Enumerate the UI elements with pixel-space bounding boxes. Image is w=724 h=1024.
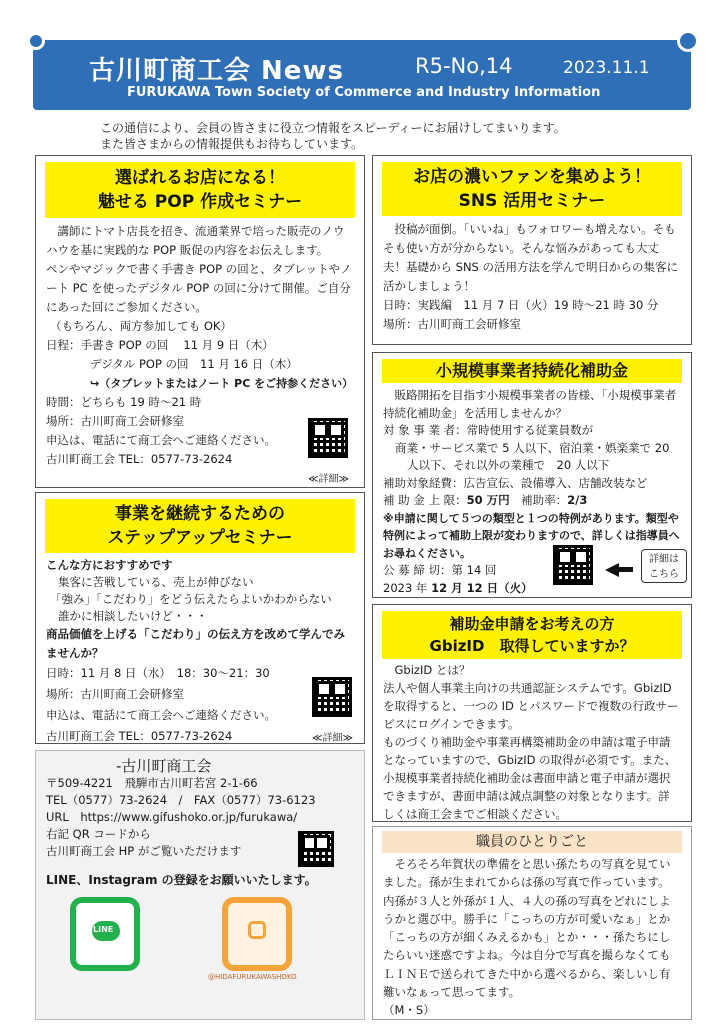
instagram-handle: @HIDAFURUKAWASHOKO	[208, 973, 297, 981]
rate-value: 2/3	[567, 493, 588, 507]
qr-code[interactable]	[553, 545, 593, 585]
paragraph: 販路開拓を目指す小規模事業者の皆様、「小規模事業者持続化補助金」を活用しませんか？	[383, 388, 677, 420]
paragraph: ものづくり補助金や事業再構築補助金の申請は電子申請となっていますので、GbizID の取得が必須です。また、小規模事業者持続化補助金は書面申請と電子申請が選択できますが、書面申請は減点調整の対象となります。詳しくは商工会までご相談ください。	[383, 735, 677, 821]
recommend-heading: こんな方におすすめです	[46, 558, 173, 572]
org-name: -古川町商工会	[116, 757, 212, 775]
paragraph: ペンやマジックで書く手書き POP の回と、タブレットやノート PC を使ったデジタル POP の回に分けて開催。ご自分にあった回にご参加ください。	[46, 262, 352, 314]
subsidy-panel	[372, 352, 692, 598]
target-line: 商業・サービス業で 5 人以下、宿泊業・娯楽業で 20	[395, 440, 670, 455]
recommend-item: 「強み」「こだわり」をどう伝えたらよいかわからない	[50, 592, 332, 606]
limit-label: 補 助 金 上 限：	[383, 493, 467, 507]
tel-line: 古川町商工会 TEL：0577-73-2624	[46, 452, 233, 466]
heading-line: ステップアップセミナー	[107, 528, 293, 548]
schedule-line: デジタル POP の回 11 月 16 日（木）	[90, 357, 298, 371]
scroll-curl-decoration	[27, 32, 45, 50]
details-callout[interactable]	[641, 549, 687, 583]
schedule-line: 日程：手書き POP の回 11 月 9 日（木）	[46, 338, 274, 352]
gbizid-heading	[382, 611, 682, 659]
camera-icon	[248, 921, 266, 939]
paragraph: GbizID とは？	[394, 663, 471, 677]
target-line: 対 象 事 業 者：常時使用する従業員数が	[383, 423, 594, 437]
callout-line: 詳細は	[649, 554, 679, 565]
contact-panel	[35, 750, 365, 1020]
qr-guide-line: 右記 QR コードから	[46, 827, 151, 841]
sns-request: LINE、Instagram の登録をお願いいたします。	[46, 873, 317, 887]
recommend-item: 集客に苦戦している、売上が伸びない	[58, 575, 254, 589]
details-link[interactable]: ≪詳細≫	[308, 474, 349, 485]
sns-seminar-panel	[372, 155, 692, 345]
instagram-qr-icon[interactable]	[222, 897, 292, 971]
tel-line: 古川町商工会 TEL：0577-73-2624	[46, 729, 233, 743]
newsletter-subtitle: FURUKAWA Town Society of Commerce and Industry Information	[127, 85, 601, 100]
line-label: LINE	[93, 925, 114, 934]
website-link[interactable]: URL https://www.gifushoko.or.jp/furukawa/	[46, 810, 298, 824]
place-line: 場所：古川町商工会研修室	[46, 414, 184, 428]
deadline-date: 12 月 12 日（火）	[431, 580, 533, 595]
paragraph: （もちろん、両方参加しても OK）	[50, 319, 232, 333]
rate-label: 補助率：	[509, 493, 568, 507]
heading-line: 事業を継続するための	[115, 504, 285, 524]
subsidy-heading: 小規模事業者持続化補助金	[382, 359, 682, 383]
staff-column-heading: 職員のひとりごと	[382, 831, 682, 853]
deadline-line: 公 募 締 切：第 14 回	[383, 563, 497, 577]
intro-text	[100, 120, 660, 152]
qr-code[interactable]	[308, 418, 348, 458]
scroll-curl-decoration	[677, 30, 699, 52]
cost-line: 補助対象経費：広告宣伝、設備導入、店舗改装など	[383, 475, 648, 490]
qr-code[interactable]	[298, 831, 334, 867]
device-note: ↪（タブレットまたはノート PC をご持参ください）	[90, 377, 354, 390]
issue-number: R5-No,14	[415, 54, 513, 78]
paragraph: 講師にトマト店長を招き、流通業界で培った販売のノウハウを基に実践的な POP 販促の内容をお伝えします。	[46, 224, 345, 257]
sns-seminar-heading	[382, 162, 682, 216]
pop-seminar-heading	[45, 162, 355, 218]
heading-line: GbizID 取得していますか？	[429, 637, 635, 655]
details-link[interactable]: ≪詳細≫	[312, 733, 353, 744]
intro-line: この通信により、会員の皆さまに役立つ情報をスピーディーにお届けしてまいります。	[100, 121, 566, 135]
issue-date: 2023.11.1	[563, 58, 650, 78]
target-line: 人以下、それ以外の業種で 20 人以下	[407, 458, 610, 472]
heading-line: 補助金申請をお考えの方	[449, 615, 615, 633]
callout-line: こちら	[649, 569, 679, 580]
heading-line: お店の濃いファンを集めよう！	[413, 167, 651, 187]
apply-line: 申込は、電話にて商工会へご連絡ください。	[46, 433, 276, 447]
header-banner	[33, 40, 691, 110]
arrow-left-icon	[605, 559, 633, 578]
stepup-seminar-heading	[45, 499, 355, 553]
special-note: ※申請に関して５つの類型と１つの特例があります。類型や特例によって補助上限が変わりますので、詳しくは指導員へお尋ねください。	[383, 511, 680, 560]
deadline-line	[383, 580, 681, 598]
heading-line: 魅せる POP 作成セミナー	[97, 192, 303, 212]
pop-seminar-panel	[35, 155, 365, 488]
stepup-seminar-panel	[35, 492, 365, 744]
schedule-line: 日時：実践編 11 月 7 日（火）19 時～21 時 30 分	[383, 298, 659, 312]
place-line: 場所：古川町商工会研修室	[383, 317, 521, 331]
limit-line	[383, 492, 681, 510]
heading-line: 選ばれるお店になる！	[115, 168, 285, 188]
line-qr-icon[interactable]	[70, 897, 140, 971]
deadline-year: 2023 年	[383, 580, 432, 595]
time-line: 時間：どちらも 19 時～21 時	[46, 395, 202, 409]
signature: （M・S）	[383, 1003, 435, 1018]
lead-question: 商品価値を上げる「こだわり」の伝え方を改めて学んでみませんか？	[46, 627, 345, 660]
place-line: 場所：古川町商工会研修室	[46, 687, 184, 701]
paragraph: 投稿が面倒。「いいね」もフォロワーも増えない。そもそも使い方が分からない。そんな悩みがあっても大丈夫！基礎から SNS の活用方法を学んで明日からの集客に活かしましょう！	[383, 222, 679, 293]
paragraph: 法人や個人事業主向けの共通認証システムです。GbizID を取得すると、一つの ID とパスワードで複数の行政サービスにログインできます。	[383, 681, 679, 731]
paragraph: そろそろ年賀状の準備をと思い孫たちの写真を見ていました。孫が生まれてからは孫の写真で作っています。内孫が３人と外孫が１人、４人の孫の写真をどれにしようかと選び中。勝手に「こっちの方が可愛いなぁ」とか「こっちの方が細くみえるかも」とか・・・孫たちにしたらいい迷惑ですよね。今は自分で写真を撮らなくてもＬＩＮＥで送られてきた中から選べるから、楽しいし有難いなぁって思ってます。	[383, 857, 671, 1000]
intro-line: また皆さまからの情報提供もお待ちしています。	[100, 137, 364, 151]
gbizid-panel	[372, 604, 692, 822]
staff-column-panel	[372, 826, 692, 1020]
heading-line: SNS 活用セミナー	[458, 191, 606, 211]
address-line: 〒509-4221 飛騨市古川町若宮 2-1-66	[46, 776, 258, 790]
limit-value: 50 万円	[466, 493, 510, 507]
phone-fax-line: TEL（0577）73-2624 / FAX（0577）73-6123	[46, 793, 316, 807]
qr-guide-line: 古川町商工会 HP がご覧いただけます	[46, 844, 242, 858]
recommend-item: 誰かに相談したいけど・・・	[58, 609, 208, 623]
schedule-line: 日時：11 月 8 日（水） 18：30～21：30	[46, 666, 270, 680]
apply-line: 申込は、電話にて商工会へご連絡ください。	[46, 708, 276, 722]
qr-code[interactable]	[312, 677, 352, 717]
newsletter-title: 古川町商工会 News	[89, 56, 344, 86]
